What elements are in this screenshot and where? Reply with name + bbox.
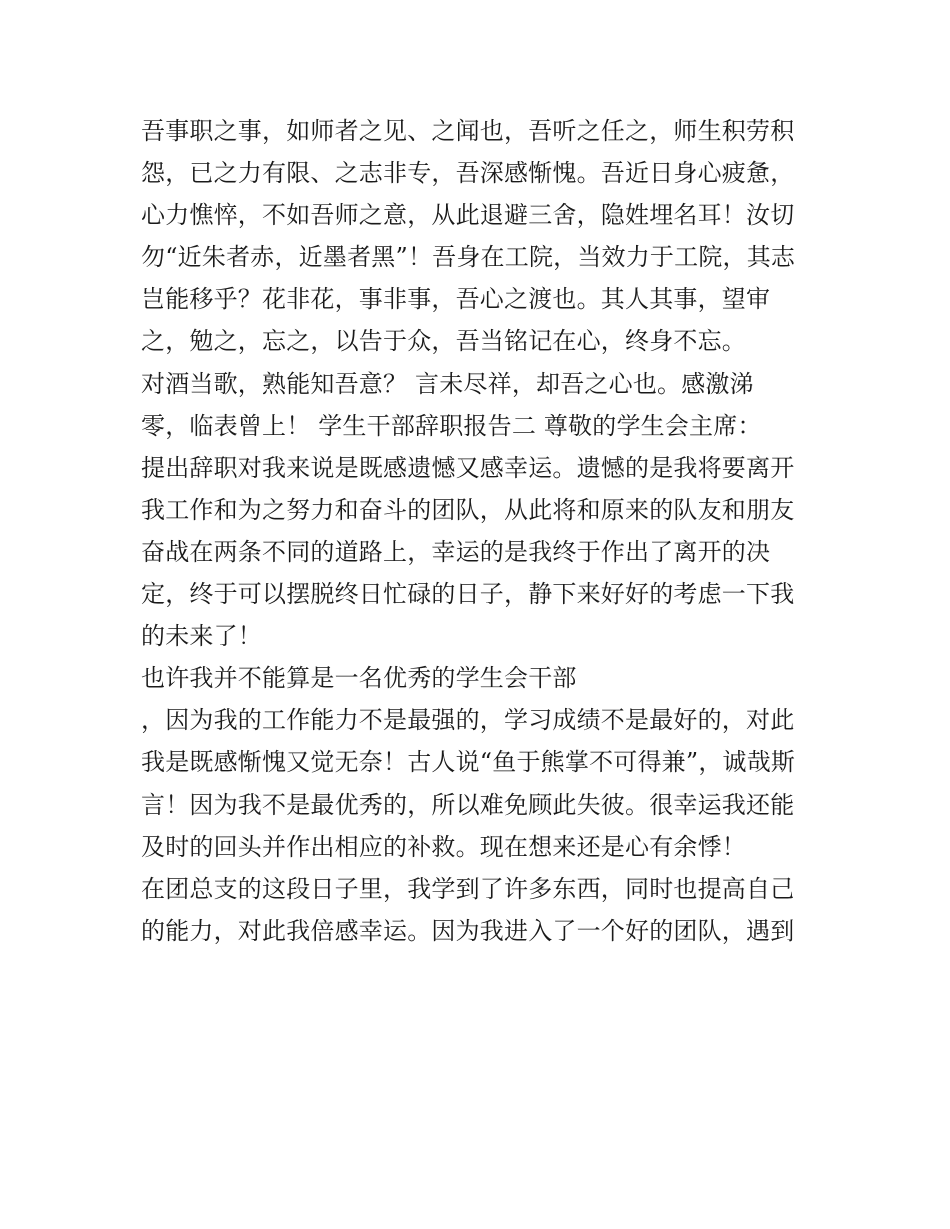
text-line-8: 零，临表曾上！ 学生干部辞职报告二 尊敬的学生会主席： (141, 411, 762, 440)
text-line-9: 提出辞职对我来说是既感遗憾又感幸运。遗憾的是我将要离开 (141, 453, 795, 482)
text-line-1: 吾事职之事，如师者之见、之闻也，吾听之任之，师生积劳积 (141, 117, 795, 145)
document-body (141, 110, 821, 952)
text-line-5: 岂能移乎？花非花，事非事，吾心之渡也。其人其事，望审 (141, 285, 771, 314)
text-line-19: 在团总支的这段日子里，我学到了许多东西，同时也提高自己 (141, 874, 795, 903)
text-line-2: 怨，已之力有限、之志非专，吾深感惭愧。吾近日身心疲惫， (141, 159, 795, 188)
text-line-7: 对酒当歌，熟能知吾意？ 言未尽祥，却吾之心也。感激涕 (141, 369, 754, 398)
text-line-4: 勿“近朱者赤，近墨者黑”！吾身在工院，当效力于工院，其志 (141, 243, 796, 272)
text-line-17: 言！因为我不是最优秀的，所以难免顾此失彼。很幸运我还能 (141, 790, 795, 819)
text-line-18: 及时的回头并作出相应的补救。现在想来还是心有余悸！ (141, 832, 746, 861)
text-line-12: 定，终于可以摆脱终日忙碌的日子，静下来好好的考虑一下我 (141, 580, 795, 609)
text-line-11: 奋战在两条不同的道路上，幸运的是我终于作出了离开的决 (141, 537, 771, 566)
text-line-16: 我是既感惭愧又觉无奈！古人说“鱼于熊掌不可得兼”，诚哉斯 (141, 748, 796, 777)
text-line-20: 的能力，对此我倍感幸运。因为我进入了一个好的团队，遇到 (141, 916, 795, 945)
text-line-14: 也许我并不能算是一名优秀的学生会干部 (141, 664, 577, 693)
text-line-10: 我工作和为之努力和奋斗的团队，从此将和原来的队友和朋友 (141, 495, 795, 524)
text-line-3: 心力憔悴，不如吾师之意，从此退避三舍，隐姓埋名耳！汝切 (141, 201, 795, 230)
text-line-13: 的未来了！ (141, 622, 262, 651)
text-line-6: 之，勉之，忘之，以告于众，吾当铭记在心，终身不忘。 (141, 327, 746, 356)
text-line-15: ，因为我的工作能力不是最强的，学习成绩不是最好的，对此 (141, 706, 795, 735)
